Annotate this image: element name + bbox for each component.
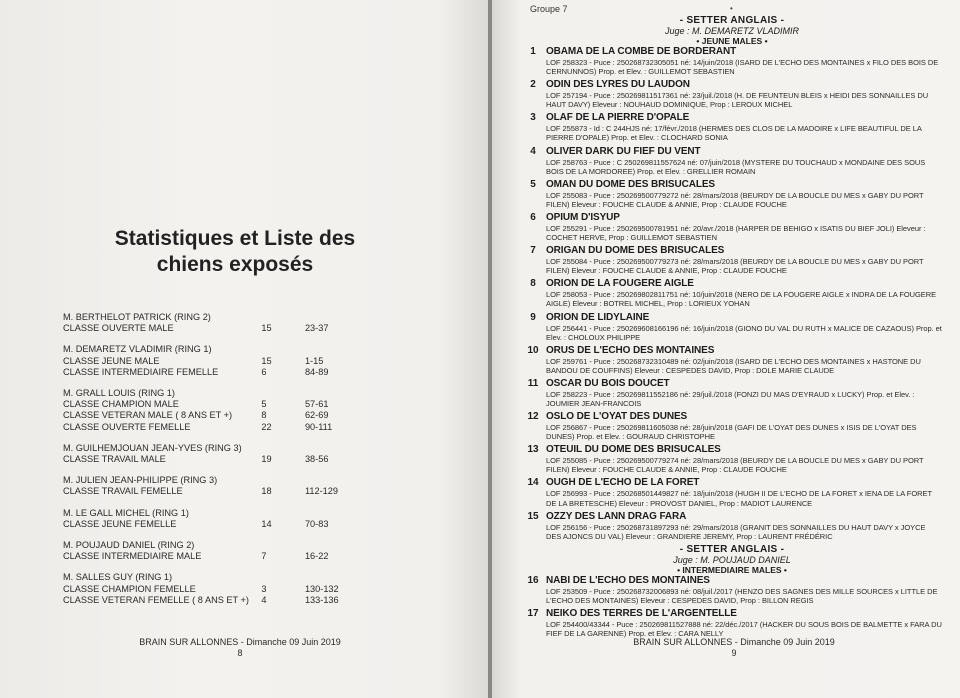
class-name: CLASSE OUVERTE MALE (63, 323, 174, 334)
entry-number: 4 (530, 145, 536, 157)
entry-number: 5 (530, 178, 536, 190)
entry-number: 1 (530, 46, 536, 57)
class-name: CLASSE TRAVAIL MALE (63, 454, 166, 465)
dog-details: LOF 255873 - Id : C 244HJS né: 17/févr./2018 (HERMES DES CLOS DE LA MADOIRE x LIFE BEAUTIFUL DE LA PIERRE D'OPALE) Prop. et Elev. : CLOCHARD SONIA (546, 124, 922, 143)
class-row (63, 367, 363, 378)
catalog-range: 70-83 (304, 518, 329, 529)
catalog-range: 38-56 (304, 454, 329, 465)
dog-details: LOF 254400/43344 - Puce : 250269811527888 né: 22/déc./2017 (HACKER DU SOUS BOIS DE BALMETTE x FARA DU FIEF DE LA GARENNE) Prop. et Elev. : CARA NELLY (546, 620, 942, 639)
class-name: CLASSE TRAVAIL FEMELLE (63, 486, 183, 497)
dog-details: LOF 258763 - Puce : C 250269811557624 né: 07/juin/2018 (MYSTERE DU TOUCHAUD x MONDAINE DES SOUS BOIS DE LA MORDOREE) Prop. et Elev. : GRELLIER ROMAIN (546, 157, 926, 176)
dog-details: LOF 255084 - Puce : 250269500779273 né: 28/mars/2018 (BEURDY DE LA BOUCLE DU MES x GABY DU PORT FILEN) Eleveur : FOUCHE CLAUDE & ANNIE, Prop : CLAUDE FOUCHE (546, 257, 924, 276)
judge-block (63, 443, 363, 465)
entry-number: 7 (530, 245, 536, 257)
dog-details: LOF 255085 - Puce : 250269500779274 né: 28/mars/2018 (BEURDY DE LA BOUCLE DU MES x GABY DU PORT FILEN) Eleveur : FOUCHE CLAUDE & ANNIE, Prop : CLAUDE FOUCHE (546, 456, 924, 475)
class-count: 5 (261, 399, 267, 410)
catalog-range: 133-136 (304, 594, 339, 605)
judge-name: M. LE GALL MICHEL (RING 1) (63, 507, 189, 518)
dog-details: LOF 255083 - Puce : 250269500779272 né: 28/mars/2018 (BEURDY DE LA BOUCLE DU MES x GABY DU PORT FILEN) Eleveur : FOUCHE CLAUDE & ANNIE, Prop : CLAUDE FOUCHE (546, 190, 924, 209)
section-judge: Juge : M. DEMARETZ VLADIMIR (664, 26, 800, 36)
catalog-range: 62-69 (304, 410, 329, 421)
judge-name: M. BERTHELOT PATRICK (RING 2) (63, 312, 211, 322)
breed-section (522, 16, 942, 541)
page-title (110, 226, 360, 278)
entry-number: 16 (527, 574, 539, 586)
entry-number: 15 (527, 510, 539, 522)
class-name: CLASSE VETERAN FEMELLE ( 8 ANS ET +) (63, 594, 249, 605)
dog-entry (522, 146, 942, 176)
dog-details: LOF 259761 - Puce : 250268732310489 né: 02/juin/2018 (ISARD DE L'ECHO DES MONTAINES x HASTONE DU BANDOU DE COUFFINS) Eleveur : CESPEDES DAVID, Prop : DOLE MARIE CLAUDE (546, 356, 921, 375)
section-class: • INTERMEDIAIRE MALES • (677, 564, 787, 575)
dog-entry (522, 278, 942, 308)
class-count: 22 (261, 421, 272, 432)
breed-section (522, 545, 942, 638)
dog-name: OUGH DE L'ECHO DE LA FORET (546, 477, 700, 489)
group-label: Groupe 7 (530, 4, 568, 14)
dog-name: ORION DE LA FOUGERE AIGLE (546, 278, 694, 290)
class-row (63, 584, 363, 595)
catalog-range: 57-61 (304, 399, 329, 410)
judge-block (63, 540, 363, 562)
dog-details: LOF 253509 - Puce : 250268732006893 né: 08/juil./2017 (HENZO DES SAGNES DES MILLE SOURCES x LITTLE DE L'ECHO DES MONTAINES) Eleveur : CESPEDES DAVID, Prop : BILLON REGIS (546, 586, 938, 605)
dog-name: NABI DE L'ECHO DES MONTAINES (546, 574, 710, 586)
dog-name: ODIN DES LYRES DU LAUDON (546, 79, 690, 91)
class-name: CLASSE JEUNE MALE (63, 355, 160, 366)
dog-name: OTEUIL DU DOME DES BRISUCALES (546, 444, 721, 456)
right-page (492, 0, 960, 698)
class-row (63, 323, 363, 334)
dog-entry (522, 312, 942, 342)
class-count: 15 (261, 323, 272, 334)
judges-statistics (63, 312, 363, 616)
title-line-2: chiens exposés (156, 253, 314, 276)
class-name: CLASSE CHAMPION FEMELLE (63, 583, 196, 594)
class-name: CLASSE INTERMEDIAIRE FEMELLE (63, 366, 219, 377)
class-count: 6 (261, 366, 267, 377)
class-count: 19 (261, 454, 272, 465)
entry-number: 2 (530, 79, 536, 91)
dog-name: ORIGAN DU DOME DES BRISUCALES (546, 245, 725, 257)
class-count: 18 (261, 486, 272, 497)
dog-details: LOF 256156 - Puce : 250268731897293 né: 29/mars/2018 (GRANIT DES SONNAILLES DU HAUT DAVY x JOYCE DES AJONCS DU VAL) Eleveur : GRANDIERE JEREMY, Prop : LAURENT FRÉDÉRIC (546, 522, 926, 541)
class-row (63, 454, 363, 465)
dog-name: OSLO DE L'OYAT DES DUNES (546, 411, 688, 423)
entry-number: 10 (527, 344, 539, 356)
entry-number: 8 (530, 278, 536, 290)
dog-name: OLAF DE LA PIERRE D'OPALE (546, 112, 690, 124)
dog-details: LOF 255291 - Puce : 250269500781951 né: 20/avr./2018 (HARPER DE BEHIGO x ISATIS DU BIEF JOLI) Eleveur : COCHET HERVE, Prop : GUILLEMOT SEBASTIEN (546, 223, 926, 243)
judge-block (63, 475, 363, 497)
entry-number: 12 (527, 411, 539, 423)
judge-block (63, 508, 363, 530)
footer-event: BRAIN SUR ALLONNES - Dimanche 09 Juin 2019 (633, 637, 835, 647)
class-row (63, 410, 363, 421)
class-count: 15 (261, 355, 272, 366)
dog-name: ORION DE LIDYLAINE (546, 311, 650, 323)
print-mark: • (730, 4, 733, 13)
title-line-1: Statistiques et Liste des (114, 227, 356, 250)
entry-number: 13 (527, 444, 539, 456)
dog-name: OLIVER DARK DU FIEF DU VENT (546, 145, 701, 157)
class-row (63, 356, 363, 367)
catalog-range: 16-22 (304, 551, 329, 562)
class-row (63, 519, 363, 530)
class-name: CLASSE VETERAN MALE ( 8 ANS ET +) (63, 410, 233, 421)
dog-entry (522, 112, 942, 142)
class-name: CLASSE INTERMEDIAIRE MALE (63, 551, 202, 562)
dog-entry (522, 608, 942, 638)
judge-name: M. SALLES GUY (RING 1) (63, 572, 173, 583)
class-row (63, 422, 363, 433)
dog-entry (522, 79, 942, 109)
right-footer (584, 637, 884, 659)
class-name: CLASSE JEUNE FEMELLE (63, 518, 177, 529)
judge-block (63, 312, 363, 334)
dog-entry (522, 511, 942, 541)
dog-entry (522, 378, 942, 408)
entry-number: 11 (527, 377, 539, 389)
catalog-range: 1-15 (304, 355, 324, 366)
dog-entry (522, 477, 942, 507)
judge-name: M. GRALL LOUIS (RING 1) (63, 388, 175, 399)
footer-event: BRAIN SUR ALLONNES - Dimanche 09 Juin 2019 (139, 637, 341, 647)
dog-name: NEIKO DES TERRES DE L'ARGENTELLE (546, 608, 737, 619)
judge-name: M. GUILHEMJOUAN JEAN-YVES (RING 3) (63, 442, 242, 453)
dog-details: LOF 256867 - Puce : 250269811605038 né: 28/juin/2018 (GAFI DE L'OYAT DES DUNES x ISIS DE L'OYAT DES DUNES) Prop. et Elev. : GOURAUD CHRISTOPHE (546, 423, 917, 442)
dog-entry (522, 345, 942, 375)
dog-name: OBAMA DE LA COMBE DE BORDERANT (546, 46, 737, 57)
section-class: • JEUNE MALES • (696, 36, 768, 46)
dog-entry (522, 212, 942, 242)
dog-details: LOF 258223 - Puce : 250269811552186 né: 29/juil./2018 (FONZI DU MAS D'EYRAUD x LUCKY) Prop. et Elev. : JOUMIER JEAN-FRANCOIS (546, 389, 915, 408)
dog-entry (522, 46, 942, 76)
class-name: CLASSE OUVERTE FEMELLE (63, 421, 191, 432)
class-row (63, 551, 363, 562)
dog-name: ORUS DE L'ECHO DES MONTAINES (546, 344, 715, 356)
class-count: 4 (261, 594, 267, 605)
dog-name: OMAN DU DOME DES BRISUCALES (546, 178, 715, 190)
class-row (63, 595, 363, 606)
class-count: 14 (261, 518, 272, 529)
dog-name: OSCAR DU BOIS DOUCET (546, 377, 670, 389)
dog-details: LOF 258323 - Puce : 250268732305051 né: 14/juin/2018 (ISARD DE L'ECHO DES MONTAINES x FILO DES BOIS DE CERNUNNOS) Prop. et Elev. : GUILLEMOT SEBASTIEN (546, 58, 939, 77)
dog-name: OZZY DES LANN DRAG FARA (546, 510, 687, 522)
dog-entry (522, 179, 942, 209)
dog-entry (522, 411, 942, 441)
catalog-range: 130-132 (304, 583, 339, 594)
catalog-range: 23-37 (304, 323, 329, 334)
catalog-range: 84-89 (304, 366, 329, 377)
entry-number: 6 (530, 211, 536, 223)
page-number: 9 (731, 648, 737, 658)
section-title: - SETTER ANGLAIS - (679, 543, 785, 555)
dog-entry (522, 245, 942, 275)
dog-details: LOF 258053 - Puce : 250269802811751 né: 10/juin/2018 (NERO DE LA FOUGERE AIGLE x INDRA DE LA FOUGERE AIGLE) Eleveur : BOTREL MICHEL, Prop : LORIEUX YOHAN (546, 290, 937, 309)
judge-block (63, 388, 363, 433)
class-count: 3 (261, 583, 267, 594)
class-count: 7 (261, 551, 267, 562)
judge-block (63, 344, 363, 378)
dog-details: LOF 256993 - Puce : 250268501449827 né: 18/juin/2018 (HUGH II DE L'ECHO DE LA FORET x IENA DE LA FORET DE LA BRETESCHE) Eleveur : PROVOST DANIEL, Prop : MADIOT LAURENCE (546, 489, 932, 508)
page-number: 8 (237, 648, 243, 658)
section-title: - SETTER ANGLAIS - (679, 15, 785, 26)
catalog-range: 90-111 (304, 421, 333, 432)
entry-number: 3 (530, 112, 536, 124)
class-count: 8 (261, 410, 267, 421)
dog-entry (522, 575, 942, 605)
judge-name: M. DEMARETZ VLADIMIR (RING 1) (63, 344, 212, 355)
section-judge: Juge : M. POUJAUD DANIEL (673, 554, 791, 565)
dog-details: LOF 256441 - Puce : 250269608166196 né: 16/juin/2018 (GIONO DU VAL DU RUTH x MALICE DE CAZAOUS) Prop. et Elev. : CHOLOUX PHILIPPE (546, 323, 942, 342)
judge-name: M. JULIEN JEAN-PHILIPPE (RING 3) (63, 475, 218, 486)
catalog-range: 112-129 (304, 486, 338, 497)
dog-name: OPIUM D'ISYUP (546, 211, 620, 223)
entry-number: 17 (527, 608, 539, 619)
class-row (63, 486, 363, 497)
judge-name: M. POUJAUD DANIEL (RING 2) (63, 540, 195, 551)
entry-number: 9 (530, 311, 536, 323)
dog-entry (522, 444, 942, 474)
class-row (63, 399, 363, 410)
class-name: CLASSE CHAMPION MALE (63, 399, 179, 410)
judge-block (63, 572, 363, 606)
entry-number: 14 (527, 477, 539, 489)
dog-details: LOF 257194 - Puce : 250269811517361 né: 23/juil./2018 (H. DE FEUNTEUN BLEIS x HEIDI DES SONNAILLES DU HAUT DAVY) Eleveur : NOUHAUD DOMINIQUE, Prop : LEROUX MICHEL (546, 91, 929, 110)
left-footer (90, 637, 390, 659)
catalog-entries (522, 16, 942, 641)
